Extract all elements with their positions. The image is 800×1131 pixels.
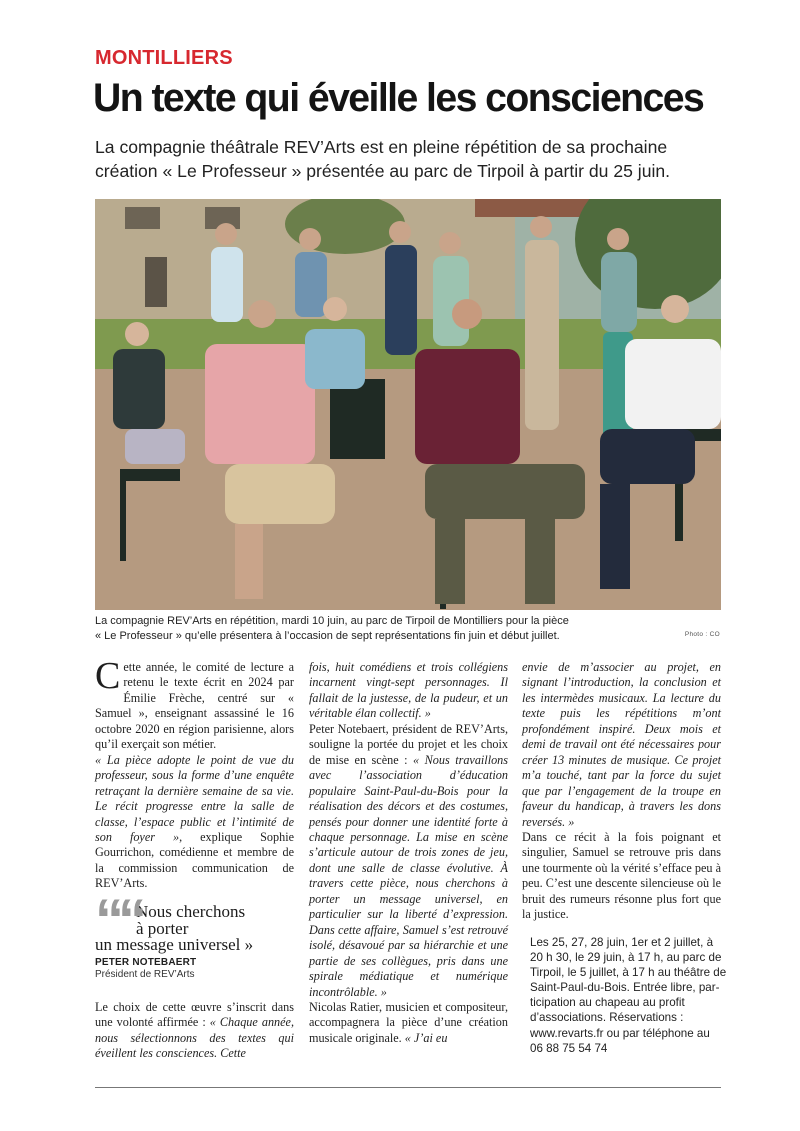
info-line: Tirpoil, le 5 juillet, à 17 h au théâtre de [530,966,727,980]
caption-line: La compagnie REV’Arts en répétition, mardi 10 juin, au parc de Tirpoil de Montilliers pour la pièce [95,615,569,627]
quote-text: « J’ai eu [404,1030,448,1045]
group-photo-illustration [95,199,721,610]
quote-marks-icon: ““ [95,888,141,953]
photo-window [145,257,167,307]
info-line: d’associations. Réservations : [530,1011,684,1025]
body-text: , explique Sophie Gourrichon, comédienne et membre de la commission communication de REV’Arts. [95,829,294,891]
pull-quote-role: Président de REV’Arts [95,968,195,980]
body-paragraph: ette année, le comité de lecture a retenu le texte écrit en 2024 par Émilie Frèche, centré sur « Samuel », enseignant assassiné le 16 octobre 2020 en région parisienne, alors qu’il exerçait son métier. [95,660,294,752]
info-line: ticipation au chapeau au profit [530,996,685,1010]
standfirst-line: création « Le Professeur » présentée au parc de Tirpoil à partir du 25 juin. [95,160,671,181]
article-column-3 [522,660,721,923]
article-column-2 [309,660,508,1046]
quote-text: envie de m’associer au projet, en signant l’introduction, la conclusion et les intermèdes musicaux. La lecture du texte puis les répétitions m’ont profondément inspiré. Deux mois et demi de travail ont été nécessaires pour créer 13 minutes de musique. Ce projet m’a touché, tant par la force du sujet que par l’engagement de la troupe en faveur du handicap, à travers les dons reversés. » [522,660,721,829]
pull-quote-line: Nous cherchons [136,902,246,921]
info-line: Saint-Paul-du-Bois. Entrée libre, par- [530,981,720,995]
body-paragraph [95,1000,294,1062]
body-paragraph [309,1000,508,1046]
info-line: 06 88 75 54 74 [530,1041,608,1055]
body-paragraph [95,753,294,892]
pull-quote-line: à porter [136,918,189,938]
photo-caption [95,614,721,643]
article-column-1 [95,655,294,892]
quote-text: « Chaque année, nous sélectionnons des textes qui éveillent les consciences. Cette [95,1015,295,1061]
info-line: Les 25, 27, 28 juin, 1er et 2 juillet, à [530,936,714,949]
body-text: Peter Notebaert, président de REV’Arts, souligne la portée du projet et les choix de mise en scène : [309,721,508,767]
drop-cap: C [95,655,121,697]
practical-info [530,935,725,1056]
pull-quote [95,888,295,980]
info-line: www.revarts.fr ou par téléphone au [530,1026,710,1040]
photo-credit: Photo : CO [684,631,720,638]
info-line: 20 h 30, le 29 juin, à 17 h, au parc de [530,951,722,965]
article-column-1-continued [95,1000,294,1062]
pull-quote-author: PETER NOTEBAERT [95,956,197,968]
quote-text: « Nous travaillons avec l’association d’éducation populaire Saint-Paul-du-Bois pour la réalisation des décors et des costumes, pensés pour donner une identité forte à chaque personnage. La mise en scène s’articule autour de trois zones de jeu, dont une salle de classe évolutive. À travers cette pièce, nous cherchons à porter un message universel, en particulier sur la liberté d’expression. Dans cette affaire, Samuel s’est retrouvé isolé, désavoué par sa hiérarchie et une partie de ses collègues, pris dans une spirale médiatique et numérique incontrôlable. » [309,752,509,999]
standfirst-line: La compagnie théâtrale REV’Arts est en pleine répétition de sa prochaine [95,137,668,157]
quote-text: « La pièce adopte le point de vue du professeur, sous la forme d’une enquête retraçant la dernière semaine de sa vie. Le récit progresse entre la salle de classe, l’espace public et l’intimité de son foyer » [95,752,294,844]
group-photo [95,199,721,610]
section-kicker: MONTILLIERS [95,47,233,69]
footer-rule [95,1087,721,1088]
photo-window [125,207,160,229]
body-paragraph: Dans ce récit à la fois poignant et singulier, Samuel se retrouve pris dans une tourmente où la vérité s’efface peu à peu. C’est une descente silencieuse où le bruit des rumeurs résonne plus fort que la justice. [522,829,721,922]
body-paragraph [309,722,508,1000]
body-text: Le choix de cette œuvre s’inscrit dans une volonté affirmée : [95,1000,294,1030]
headline: Un texte qui éveille les consciences [93,76,704,120]
pull-quote-line: un message universel » [95,935,254,954]
body-text: Nicolas Ratier, musicien et compositeur, accompagnera la pièce d’une création musicale originale. [309,999,508,1045]
standfirst [95,136,735,183]
caption-line: « Le Professeur » qu’elle présentera à l’occasion de sept représentations fin juin et début juillet. [95,629,560,642]
photo-roof [475,199,595,217]
quote-text: fois, huit comédiens et trois collégiens incarnent vingt-sept personnages. Il fallait de la justesse, de la pudeur, et un véritable élan collectif. » [309,660,508,721]
